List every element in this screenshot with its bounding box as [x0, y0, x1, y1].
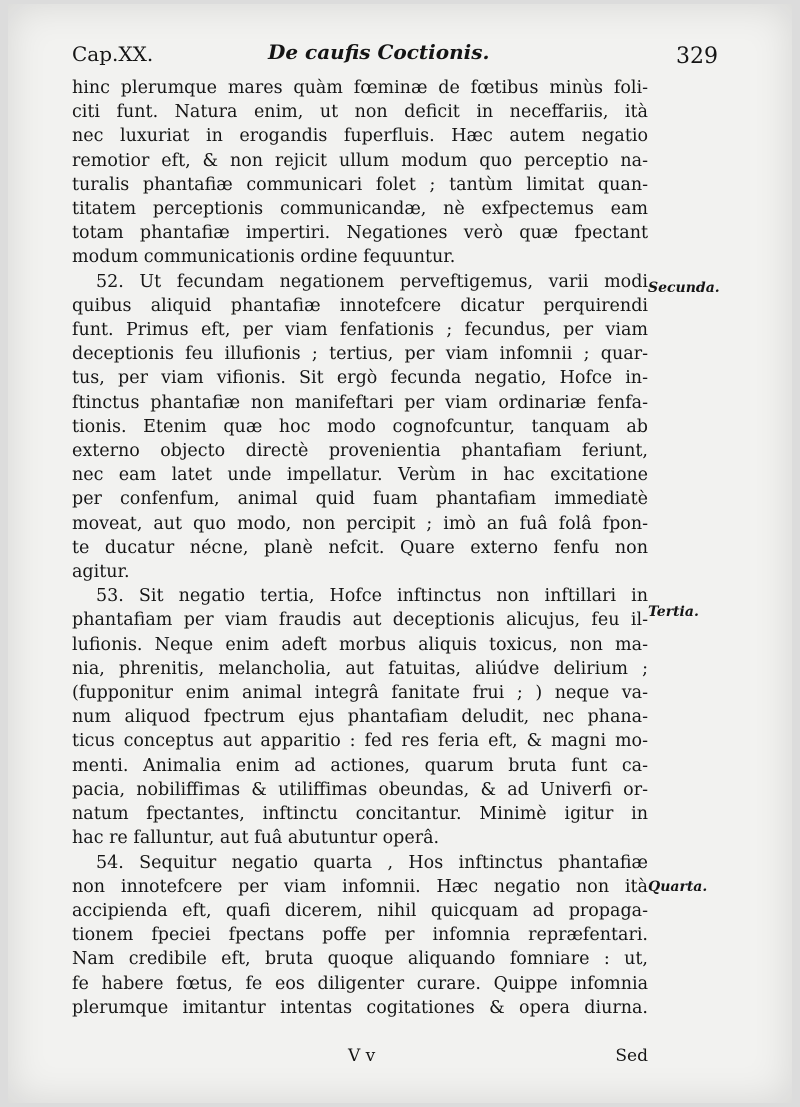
- text-line: quibus aliquid phantafiæ innotefcere dicatur perquirendi: [72, 295, 648, 316]
- text-line: moveat, aut quo modo, non percipit ; imò an fuâ folâ fpon-: [72, 513, 648, 534]
- text-line: plerumque imitantur intentas cogitationes & opera diurna.: [72, 997, 648, 1018]
- margin-note-quarta: Quarta.: [648, 879, 708, 895]
- text-line: non innotefcere per viam infomnii. Hæc negatio non ità: [72, 876, 648, 897]
- paragraph-52-start: 52. Ut fecundam negationem perveftigemus, varii modi: [96, 271, 648, 292]
- text-line: remotior eft, & non rejicit ullum modum quo perceptio na-: [72, 150, 648, 171]
- text-line: modum communicationis ordine fequuntur.: [72, 247, 456, 268]
- text-line: pacia, nobiliffimas & utiliffimas obeundas, & ad Univerfi or-: [72, 779, 648, 800]
- text-line: citi funt. Natura enim, ut non deficit in neceffariis, ità: [72, 102, 648, 123]
- catchword: Sed: [615, 1046, 648, 1066]
- text-line: nec luxuriat in erogandis fuperfluis. Hæc autem negatio: [72, 126, 648, 147]
- page-footer: [72, 1046, 648, 1074]
- running-title: De caufis Coctionis.: [268, 40, 490, 64]
- text-line: num aliquod fpectrum ejus phantafiam deludit, nec phana-: [72, 707, 648, 728]
- text-line: turalis phantafiæ communicari folet ; tantùm limitat quan-: [72, 174, 648, 195]
- text-line: titatem perceptionis communicandæ, nè exfpectemus eam: [72, 199, 648, 220]
- running-header: [72, 38, 718, 72]
- paragraph-53-start: 53. Sit negatio tertia, Hofce inftinctus non inftillari in: [96, 586, 648, 607]
- text-line: nia, phrenitis, melancholia, aut fatuitas, aliúdve delirium ;: [72, 658, 648, 679]
- text-line: ticus conceptus aut apparitio : fed res feria eft, & magni mo-: [72, 731, 648, 752]
- text-line: phantafiam per viam fraudis aut deceptionis alicujus, feu il-: [72, 610, 648, 631]
- chapter-label: Cap.XX.: [72, 42, 154, 66]
- text-line: menti. Animalia enim ad actiones, quarum bruta funt ca-: [72, 755, 648, 776]
- text-line: hinc plerumque mares quàm fœminæ de fœtibus minùs foli-: [72, 78, 648, 98]
- text-line: deceptionis feu illufionis ; tertius, per viam infomnii ; quar-: [72, 344, 648, 365]
- text-line: funt. Primus eft, per viam fenfationis ; fecundus, per viam: [72, 320, 648, 341]
- body-text: [72, 76, 648, 1020]
- text-line: externo objecto directè provenientia phantafiam feriunt,: [72, 441, 648, 462]
- page-number: 329: [676, 44, 718, 69]
- text-line: fe habere fœtus, fe eos diligenter curare. Quippe infomnia: [72, 973, 648, 994]
- text-line: nec eam latet unde impellatur. Verùm in hac excitatione: [72, 465, 648, 486]
- paragraph-54-start: 54. Sequitur negatio quarta , Hos inftinctus phantafiæ: [96, 852, 648, 873]
- text-line: accipienda eft, quafi dicerem, nihil quicquam ad propaga-: [72, 900, 648, 921]
- text-line: natum fpectantes, inftinctu concitantur. Minimè igitur in: [72, 804, 648, 825]
- text-line: (fupponitur enim animal integrâ fanitate frui ; ) neque va-: [72, 683, 648, 704]
- text-line: ftinctus phantafiæ non manifeftari per viam ordinariæ fenfa-: [72, 392, 648, 413]
- text-line: totam phantafiæ impertiri. Negationes verò quæ fpectant: [72, 223, 648, 244]
- text-line: tionis. Etenim quæ hoc modo cognofcuntur, tanquam ab: [72, 416, 648, 437]
- text-line: hac re falluntur, aut fuâ abutuntur operâ.: [72, 828, 440, 849]
- signature-mark: V v: [348, 1046, 376, 1066]
- margin-note-tertia: Tertia.: [648, 604, 699, 620]
- text-line: Nam credibile eft, bruta quoque aliquando fomniare : ut,: [72, 949, 648, 970]
- text-line: te ducatur nécne, planè nefcit. Quare externo fenfu non: [72, 537, 648, 558]
- text-line: lufionis. Neque enim adeft morbus aliquis toxicus, non ma-: [72, 634, 648, 655]
- text-line: tus, per viam vifionis. Sit ergò fecunda negatio, Hofce in-: [72, 368, 648, 389]
- book-page: [8, 4, 792, 1103]
- text-line: per confenfum, animal quid fuam phantafiam immediatè: [72, 489, 648, 510]
- margin-note-secunda: Secunda.: [648, 280, 720, 296]
- text-line: tionem fpeciei fpectans poffe per infomnia repræfentari.: [72, 925, 648, 946]
- text-line: agitur.: [72, 562, 130, 583]
